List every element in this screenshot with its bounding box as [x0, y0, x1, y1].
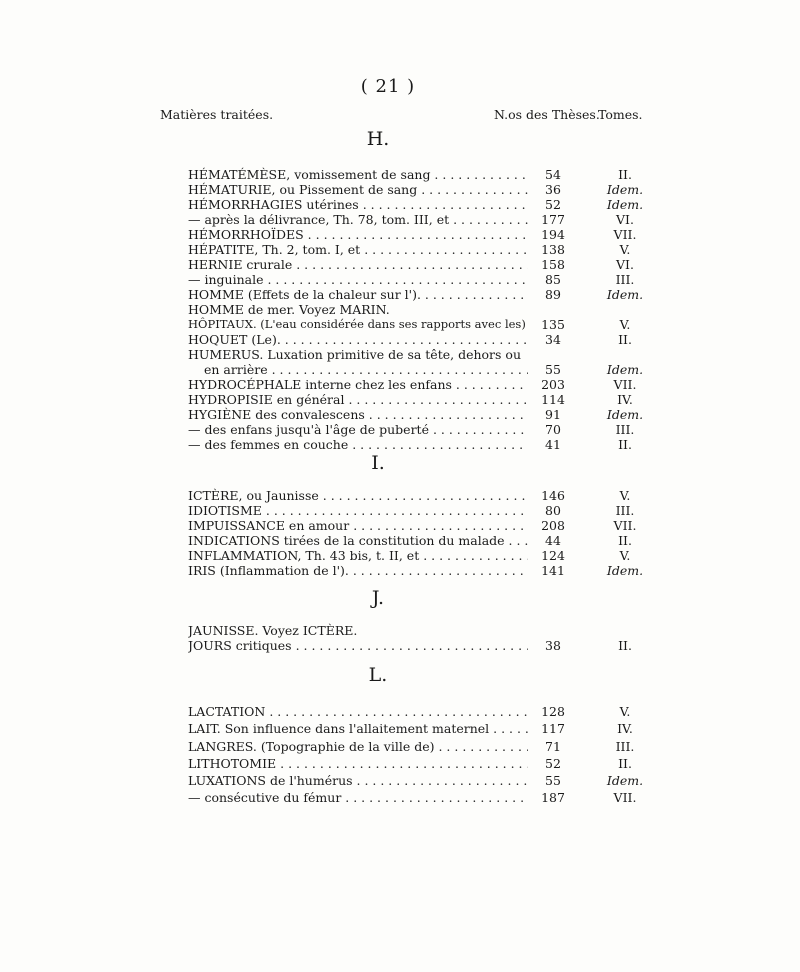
entry-page: 89	[545, 287, 561, 302]
entry-page: 114	[541, 392, 565, 407]
index-entry	[188, 704, 646, 719]
index-entry	[188, 182, 646, 197]
entry-volume: V.	[619, 488, 631, 503]
entry-volume: IV.	[617, 392, 633, 407]
entry-volume: II.	[618, 437, 632, 452]
entry-volume: Idem.	[606, 362, 644, 377]
entry-label: — inguinale . . .	[188, 272, 528, 287]
entry-volume: V.	[619, 317, 631, 332]
entry-volume: V.	[619, 548, 631, 563]
entry-label: LUXATIONS de l'humérus . . .	[188, 773, 528, 788]
entry-page: 52	[545, 197, 561, 212]
index-entry	[188, 362, 646, 377]
section-letter-l: L.	[368, 664, 388, 686]
entry-label: HÉMORRHAGIES utérines . . .	[188, 197, 528, 212]
entry-label: INDICATIONS tirées de la constitution du malade . . .	[188, 533, 528, 548]
index-entry	[188, 756, 646, 771]
index-entry	[188, 548, 646, 563]
entry-page: 52	[545, 756, 561, 771]
entry-label: LANGRES. (Topographie de la ville de) . . .	[188, 739, 528, 754]
entry-page: 80	[545, 503, 561, 518]
entry-volume: Idem.	[606, 182, 644, 197]
index-entry	[188, 638, 646, 653]
entry-label: HERNIE crurale . . .	[188, 257, 528, 272]
entry-volume: Idem.	[606, 197, 644, 212]
index-entry	[188, 302, 646, 317]
entry-page: 158	[541, 257, 565, 272]
entry-label: HÉMATÉMÈSE, vomissement de sang . . .	[188, 167, 528, 182]
index-entry	[188, 272, 646, 287]
entry-label: LACTATION . . .	[188, 704, 528, 719]
entry-label: HÉPATITE, Th. 2, tom. I, et . . .	[188, 242, 528, 257]
entry-label: — des femmes en couche . . .	[188, 437, 528, 452]
entry-page: 71	[545, 739, 561, 754]
index-entry	[188, 563, 646, 578]
entry-volume: V.	[619, 242, 631, 257]
index-entry	[188, 167, 646, 182]
index-entry	[188, 533, 646, 548]
index-entry	[188, 197, 646, 212]
index-entry	[188, 347, 646, 362]
index-entry	[188, 721, 646, 736]
index-entry	[188, 773, 646, 788]
header-volumes: Tomes.	[598, 107, 643, 122]
entry-label: IDIOTISME . . .	[188, 503, 528, 518]
index-entry	[188, 739, 646, 754]
entry-label: HYDROPISIE en général . . .	[188, 392, 528, 407]
entry-volume: II.	[618, 638, 632, 653]
entry-page: 91	[545, 407, 561, 422]
entry-label: — après la délivrance, Th. 78, tom. III, et . . .	[188, 212, 528, 227]
entry-volume: VII.	[613, 227, 637, 242]
entry-label: HOMME de mer. Voyez MARIN.	[188, 302, 390, 317]
entry-label: HOMME (Effets de la chaleur sur l'). . . .	[188, 287, 528, 302]
entry-page: 70	[545, 422, 561, 437]
index-entry	[188, 790, 646, 805]
entry-page: 55	[545, 362, 561, 377]
index-entry	[188, 227, 646, 242]
entry-label: LITHOTOMIE . . .	[188, 756, 528, 771]
entry-volume: II.	[618, 167, 632, 182]
entry-page: 203	[541, 377, 565, 392]
index-entry	[188, 488, 646, 503]
index-entry	[188, 257, 646, 272]
header-thesis-numbers: N.os des Thèses.	[494, 107, 600, 122]
entry-label: HÔPITAUX. (L'eau considérée dans ses rapports avec les)	[188, 317, 526, 331]
entry-label: IMPUISSANCE en amour . . .	[188, 518, 528, 533]
entry-page: 138	[541, 242, 565, 257]
index-entry	[188, 392, 646, 407]
entry-volume: Idem.	[606, 407, 644, 422]
entry-label: HÉMORRHOÏDES . . .	[188, 227, 528, 242]
entry-label: HOQUET (Le). . . .	[188, 332, 528, 347]
entry-page: 34	[545, 332, 561, 347]
entry-volume: III.	[615, 503, 635, 518]
entry-label: JAUNISSE. Voyez ICTÈRE.	[188, 623, 358, 638]
entry-label: HYDROCÉPHALE interne chez les enfans . . .	[188, 377, 528, 392]
entry-volume: III.	[615, 739, 635, 754]
index-entry	[188, 287, 646, 302]
entry-volume: IV.	[617, 721, 633, 736]
index-entry	[188, 422, 646, 437]
entry-label: en arrière . . .	[204, 362, 528, 377]
index-entry	[188, 407, 646, 422]
entry-label: — des enfans jusqu'à l'âge de puberté . . .	[188, 422, 528, 437]
index-entry	[188, 242, 646, 257]
entry-volume: II.	[618, 332, 632, 347]
entry-volume: VII.	[613, 377, 637, 392]
entry-page: 187	[541, 790, 565, 805]
section-letter-h: H.	[366, 128, 390, 150]
entry-label: HUMERUS. Luxation primitive de sa tête, dehors ou	[188, 347, 521, 362]
entry-page: 141	[541, 563, 565, 578]
entry-label: — consécutive du fémur . . .	[188, 790, 528, 805]
entry-page: 36	[545, 182, 561, 197]
entry-page: 124	[541, 548, 565, 563]
entry-volume: VI.	[616, 212, 634, 227]
entry-page: 128	[541, 704, 565, 719]
entry-page: 177	[541, 212, 565, 227]
page-number: ( 21 )	[360, 76, 416, 97]
entry-volume: Idem.	[606, 563, 644, 578]
index-entry	[188, 518, 646, 533]
section-letter-i: I.	[371, 452, 385, 474]
entry-label: LAIT. Son influence dans l'allaitement maternel . . .	[188, 721, 528, 736]
entry-volume: Idem.	[606, 773, 644, 788]
index-entry	[188, 317, 646, 332]
entry-page: 38	[545, 638, 561, 653]
entry-label: IRIS (Inflammation de l'). . . .	[188, 563, 528, 578]
entry-volume: VI.	[616, 257, 634, 272]
entry-volume: II.	[618, 533, 632, 548]
index-entry	[188, 623, 646, 638]
entry-volume: Idem.	[606, 287, 644, 302]
entry-volume: VII.	[613, 518, 637, 533]
entry-page: 41	[545, 437, 561, 452]
entry-page: 55	[545, 773, 561, 788]
index-entry	[188, 332, 646, 347]
entry-page: 54	[545, 167, 561, 182]
index-entry	[188, 437, 646, 452]
entry-page: 85	[545, 272, 561, 287]
entry-volume: III.	[615, 422, 635, 437]
entry-page: 146	[541, 488, 565, 503]
entry-volume: III.	[615, 272, 635, 287]
index-entry	[188, 503, 646, 518]
entry-label: JOURS critiques . . .	[188, 638, 528, 653]
entry-label: HYGIÈNE des convalescens . . .	[188, 407, 528, 422]
entry-page: 117	[541, 721, 565, 736]
entry-volume: V.	[619, 704, 631, 719]
entry-page: 208	[541, 518, 565, 533]
entry-label: INFLAMMATION, Th. 43 bis, t. II, et . . .	[188, 548, 528, 563]
header-subjects: Matières traitées.	[160, 107, 274, 122]
section-letter-j: J.	[371, 587, 385, 609]
index-entry	[188, 377, 646, 392]
entry-volume: VII.	[613, 790, 637, 805]
entry-label: ICTÈRE, ou Jaunisse . . .	[188, 488, 528, 503]
index-entry	[188, 212, 646, 227]
entry-page: 44	[545, 533, 561, 548]
entry-page: 135	[541, 317, 565, 332]
entry-volume: II.	[618, 756, 632, 771]
entry-page: 194	[541, 227, 565, 242]
entry-label: HÉMATURIE, ou Pissement de sang . . .	[188, 182, 528, 197]
